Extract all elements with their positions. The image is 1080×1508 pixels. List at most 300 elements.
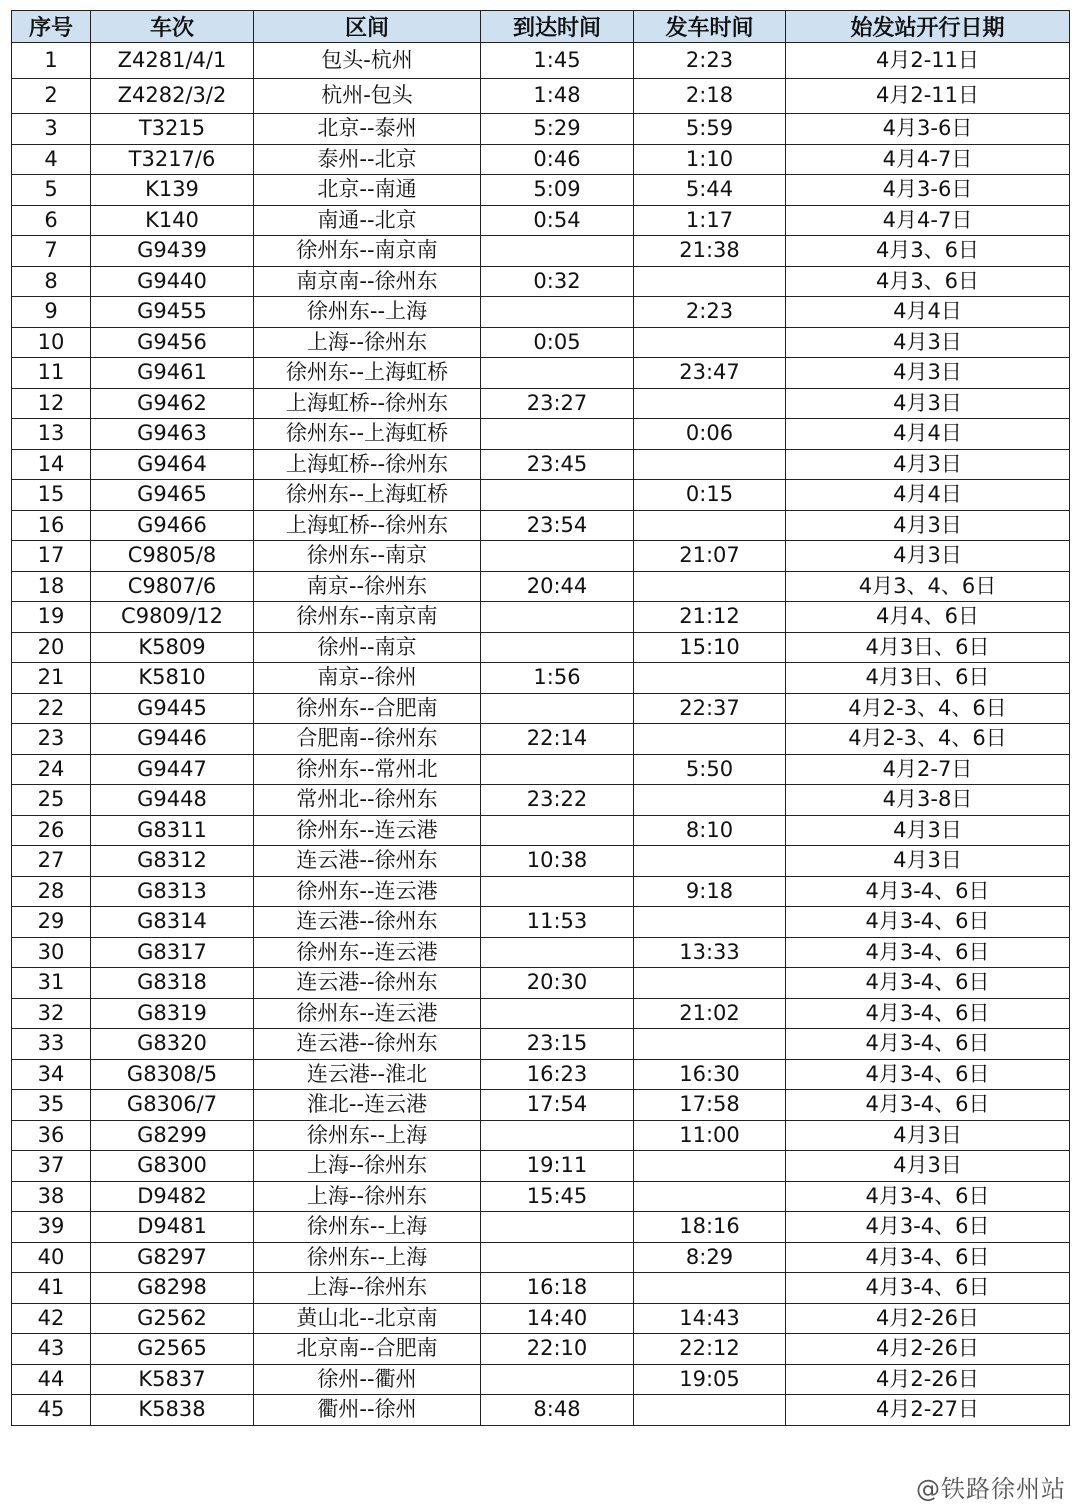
cell-train-no: G9466 [91,510,254,541]
cell-departure-time: 15:10 [634,632,786,663]
cell-train-no: D9481 [91,1212,254,1243]
table-row [12,1059,1070,1090]
cell-departure-time: 18:16 [634,1212,786,1243]
cell-route: 黄山北--北京南 [254,1303,481,1334]
cell-arrival-time: 22:10 [481,1334,634,1365]
cell-seq-no: 20 [12,632,91,663]
table-row [12,846,1070,877]
cell-start-dates: 4月3日 [786,1120,1070,1151]
table-row [12,1120,1070,1151]
cell-route: 泰州--北京 [254,144,481,175]
table-row [12,602,1070,633]
cell-departure-time: 21:12 [634,602,786,633]
cell-arrival-time: 1:56 [481,663,634,694]
cell-route: 合肥南--徐州东 [254,724,481,755]
cell-train-no: Z4281/4/1 [91,43,254,79]
cell-route: 上海--徐州东 [254,1151,481,1182]
cell-departure-time: 23:47 [634,358,786,389]
cell-arrival-time [481,1120,634,1151]
cell-departure-time: 8:29 [634,1242,786,1273]
cell-route: 杭州-包头 [254,78,481,114]
cell-arrival-time [481,1212,634,1243]
cell-arrival-time [481,876,634,907]
cell-arrival-time: 16:18 [481,1273,634,1304]
cell-train-no: G2565 [91,1334,254,1365]
cell-departure-time: 21:38 [634,236,786,267]
cell-departure-time: 14:43 [634,1303,786,1334]
table-row [12,1212,1070,1243]
cell-seq-no: 38 [12,1181,91,1212]
cell-arrival-time [481,1242,634,1273]
cell-seq-no: 42 [12,1303,91,1334]
table-row [12,78,1070,114]
cell-route: 上海--徐州东 [254,1273,481,1304]
cell-start-dates: 4月3日 [786,541,1070,572]
cell-departure-time: 1:17 [634,205,786,236]
cell-train-no: G8308/5 [91,1059,254,1090]
cell-start-dates: 4月2-3、4、6日 [786,693,1070,724]
cell-train-no: K140 [91,205,254,236]
cell-start-dates: 4月4-7日 [786,205,1070,236]
cell-arrival-time [481,541,634,572]
cell-train-no: K139 [91,175,254,206]
cell-route: 徐州东--上海 [254,1212,481,1243]
header-train-no: 车次 [91,11,254,43]
table-row [12,43,1070,79]
cell-start-dates: 4月4-7日 [786,144,1070,175]
table-row [12,388,1070,419]
cell-departure-time: 16:30 [634,1059,786,1090]
cell-departure-time: 13:33 [634,937,786,968]
cell-route: 南京南--徐州东 [254,266,481,297]
cell-train-no: G8317 [91,937,254,968]
table-row [12,419,1070,450]
cell-arrival-time [481,236,634,267]
cell-departure-time: 22:37 [634,693,786,724]
cell-seq-no: 17 [12,541,91,572]
cell-start-dates: 4月3-4、6日 [786,937,1070,968]
cell-start-dates: 4月3-4、6日 [786,1273,1070,1304]
cell-route: 徐州东--上海虹桥 [254,358,481,389]
cell-departure-time: 2:18 [634,78,786,114]
cell-departure-time [634,1395,786,1426]
cell-train-no: G8313 [91,876,254,907]
cell-departure-time [634,1181,786,1212]
cell-departure-time: 5:50 [634,754,786,785]
cell-departure-time: 5:59 [634,114,786,145]
cell-arrival-time: 14:40 [481,1303,634,1334]
cell-arrival-time [481,480,634,511]
cell-arrival-time: 0:46 [481,144,634,175]
cell-departure-time [634,1151,786,1182]
cell-start-dates: 4月3日 [786,1151,1070,1182]
cell-seq-no: 44 [12,1364,91,1395]
cell-route: 衢州--徐州 [254,1395,481,1426]
cell-arrival-time: 22:14 [481,724,634,755]
cell-train-no: G8319 [91,998,254,1029]
cell-train-no: G9445 [91,693,254,724]
cell-arrival-time [481,602,634,633]
cell-start-dates: 4月3-4、6日 [786,968,1070,999]
cell-seq-no: 40 [12,1242,91,1273]
cell-route: 上海--徐州东 [254,327,481,358]
cell-start-dates: 4月2-26日 [786,1364,1070,1395]
cell-train-no: G9464 [91,449,254,480]
cell-departure-time: 21:02 [634,998,786,1029]
cell-train-no: G9446 [91,724,254,755]
cell-arrival-time: 19:11 [481,1151,634,1182]
cell-start-dates: 4月3-4、6日 [786,1181,1070,1212]
cell-train-no: G9462 [91,388,254,419]
cell-train-no: G8299 [91,1120,254,1151]
cell-seq-no: 7 [12,236,91,267]
cell-departure-time [634,266,786,297]
cell-train-no: G9448 [91,785,254,816]
cell-seq-no: 22 [12,693,91,724]
cell-train-no: Z4282/3/2 [91,78,254,114]
table-row [12,815,1070,846]
cell-departure-time: 17:58 [634,1090,786,1121]
cell-seq-no: 25 [12,785,91,816]
cell-departure-time [634,510,786,541]
cell-departure-time: 9:18 [634,876,786,907]
table-row [12,1029,1070,1060]
cell-start-dates: 4月2-11日 [786,78,1070,114]
cell-start-dates: 4月3-4、6日 [786,1059,1070,1090]
cell-route: 徐州东--南京南 [254,602,481,633]
header-start-dates: 始发站开行日期 [786,11,1070,43]
cell-route: 徐州东--连云港 [254,937,481,968]
cell-start-dates: 4月3-6日 [786,114,1070,145]
table-row [12,968,1070,999]
cell-route: 南京--徐州东 [254,571,481,602]
cell-seq-no: 2 [12,78,91,114]
cell-start-dates: 4月4、6日 [786,602,1070,633]
cell-departure-time [634,1029,786,1060]
table-row [12,1273,1070,1304]
cell-train-no: G8318 [91,968,254,999]
cell-departure-time [634,663,786,694]
cell-departure-time: 21:07 [634,541,786,572]
cell-route: 徐州东--上海虹桥 [254,480,481,511]
cell-departure-time [634,388,786,419]
cell-seq-no: 29 [12,907,91,938]
cell-departure-time [634,1273,786,1304]
table-row [12,754,1070,785]
cell-start-dates: 4月3日、6日 [786,632,1070,663]
cell-train-no: G2562 [91,1303,254,1334]
cell-seq-no: 19 [12,602,91,633]
cell-train-no: G9456 [91,327,254,358]
table-row [12,1334,1070,1365]
cell-seq-no: 32 [12,998,91,1029]
cell-arrival-time: 5:09 [481,175,634,206]
cell-train-no: G9447 [91,754,254,785]
cell-train-no: G9465 [91,480,254,511]
cell-arrival-time: 20:30 [481,968,634,999]
cell-train-no: G8300 [91,1151,254,1182]
cell-start-dates: 4月3日 [786,510,1070,541]
cell-start-dates: 4月3、6日 [786,266,1070,297]
cell-seq-no: 33 [12,1029,91,1060]
cell-seq-no: 45 [12,1395,91,1426]
cell-train-no: K5809 [91,632,254,663]
cell-departure-time [634,449,786,480]
table-row [12,480,1070,511]
cell-train-no: T3215 [91,114,254,145]
cell-seq-no: 23 [12,724,91,755]
table-row [12,297,1070,328]
cell-start-dates: 4月3日 [786,449,1070,480]
table-row [12,998,1070,1029]
table-row [12,144,1070,175]
cell-route: 连云港--淮北 [254,1059,481,1090]
cell-seq-no: 18 [12,571,91,602]
cell-seq-no: 14 [12,449,91,480]
cell-route: 上海虹桥--徐州东 [254,449,481,480]
cell-route: 上海虹桥--徐州东 [254,510,481,541]
cell-seq-no: 37 [12,1151,91,1182]
cell-route: 徐州--衢州 [254,1364,481,1395]
cell-seq-no: 15 [12,480,91,511]
table-row [12,693,1070,724]
table-row [12,327,1070,358]
cell-train-no: G9455 [91,297,254,328]
cell-seq-no: 9 [12,297,91,328]
cell-route: 上海虹桥--徐州东 [254,388,481,419]
cell-departure-time: 1:10 [634,144,786,175]
cell-route: 南京--徐州 [254,663,481,694]
cell-start-dates: 4月3、4、6日 [786,571,1070,602]
cell-seq-no: 41 [12,1273,91,1304]
cell-departure-time [634,968,786,999]
cell-train-no: G9440 [91,266,254,297]
cell-route: 北京--泰州 [254,114,481,145]
cell-start-dates: 4月2-11日 [786,43,1070,79]
cell-arrival-time [481,815,634,846]
cell-route: 淮北--连云港 [254,1090,481,1121]
cell-train-no: G8298 [91,1273,254,1304]
table-row [12,205,1070,236]
cell-seq-no: 12 [12,388,91,419]
table-row [12,907,1070,938]
cell-arrival-time [481,419,634,450]
cell-seq-no: 11 [12,358,91,389]
cell-arrival-time: 23:45 [481,449,634,480]
header-departure-time: 发车时间 [634,11,786,43]
cell-start-dates: 4月3日 [786,388,1070,419]
cell-route: 徐州东--上海 [254,297,481,328]
cell-train-no: G9463 [91,419,254,450]
cell-seq-no: 6 [12,205,91,236]
cell-train-no: G8297 [91,1242,254,1273]
cell-route: 包头-杭州 [254,43,481,79]
table-row [12,236,1070,267]
cell-seq-no: 5 [12,175,91,206]
cell-start-dates: 4月3、6日 [786,236,1070,267]
cell-departure-time: 2:23 [634,43,786,79]
cell-seq-no: 13 [12,419,91,450]
cell-seq-no: 16 [12,510,91,541]
cell-train-no: G8320 [91,1029,254,1060]
cell-train-no: G8311 [91,815,254,846]
cell-route: 徐州东--南京南 [254,236,481,267]
cell-seq-no: 31 [12,968,91,999]
cell-arrival-time: 15:45 [481,1181,634,1212]
cell-departure-time [634,846,786,877]
table-row [12,724,1070,755]
cell-start-dates: 4月3-4、6日 [786,907,1070,938]
cell-start-dates: 4月3日、6日 [786,663,1070,694]
cell-departure-time: 19:05 [634,1364,786,1395]
cell-seq-no: 24 [12,754,91,785]
table-row [12,1364,1070,1395]
cell-seq-no: 36 [12,1120,91,1151]
cell-arrival-time: 20:44 [481,571,634,602]
cell-start-dates: 4月3-6日 [786,175,1070,206]
table-row [12,266,1070,297]
cell-departure-time: 22:12 [634,1334,786,1365]
table-row [12,114,1070,145]
cell-departure-time [634,907,786,938]
cell-route: 连云港--徐州东 [254,846,481,877]
cell-seq-no: 1 [12,43,91,79]
cell-departure-time [634,785,786,816]
cell-arrival-time [481,1364,634,1395]
cell-route: 徐州东--上海虹桥 [254,419,481,450]
cell-start-dates: 4月4日 [786,297,1070,328]
cell-start-dates: 4月2-26日 [786,1334,1070,1365]
cell-seq-no: 34 [12,1059,91,1090]
cell-train-no: K5837 [91,1364,254,1395]
cell-departure-time [634,327,786,358]
table-row [12,510,1070,541]
table-row [12,1303,1070,1334]
cell-start-dates: 4月2-26日 [786,1303,1070,1334]
cell-train-no: D9482 [91,1181,254,1212]
cell-start-dates: 4月2-27日 [786,1395,1070,1426]
cell-departure-time: 11:00 [634,1120,786,1151]
table-row [12,541,1070,572]
table-row [12,1395,1070,1426]
cell-route: 徐州东--常州北 [254,754,481,785]
cell-arrival-time [481,297,634,328]
header-arrival-time: 到达时间 [481,11,634,43]
cell-departure-time: 0:15 [634,480,786,511]
cell-start-dates: 4月4日 [786,480,1070,511]
cell-seq-no: 35 [12,1090,91,1121]
cell-train-no: C9805/8 [91,541,254,572]
cell-route: 连云港--徐州东 [254,907,481,938]
cell-arrival-time: 16:23 [481,1059,634,1090]
cell-route: 徐州--南京 [254,632,481,663]
cell-seq-no: 10 [12,327,91,358]
table-row [12,358,1070,389]
cell-seq-no: 27 [12,846,91,877]
cell-train-no: G9439 [91,236,254,267]
cell-departure-time [634,571,786,602]
cell-arrival-time: 0:32 [481,266,634,297]
cell-departure-time: 5:44 [634,175,786,206]
cell-start-dates: 4月4日 [786,419,1070,450]
table-row [12,876,1070,907]
cell-seq-no: 21 [12,663,91,694]
cell-route: 北京--南通 [254,175,481,206]
cell-route: 北京南--合肥南 [254,1334,481,1365]
cell-arrival-time: 17:54 [481,1090,634,1121]
cell-train-no: K5810 [91,663,254,694]
cell-route: 上海--徐州东 [254,1181,481,1212]
cell-arrival-time [481,358,634,389]
cell-start-dates: 4月3日 [786,358,1070,389]
cell-start-dates: 4月3-4、6日 [786,998,1070,1029]
cell-train-no: C9809/12 [91,602,254,633]
cell-arrival-time: 1:48 [481,78,634,114]
cell-start-dates: 4月3-8日 [786,785,1070,816]
cell-departure-time: 8:10 [634,815,786,846]
cell-seq-no: 30 [12,937,91,968]
cell-seq-no: 43 [12,1334,91,1365]
cell-seq-no: 39 [12,1212,91,1243]
cell-departure-time: 0:06 [634,419,786,450]
cell-seq-no: 8 [12,266,91,297]
cell-start-dates: 4月3日 [786,846,1070,877]
cell-route: 徐州东--连云港 [254,815,481,846]
cell-route: 徐州东--连云港 [254,998,481,1029]
cell-train-no: G8312 [91,846,254,877]
table-row [12,937,1070,968]
table-row [12,1181,1070,1212]
cell-train-no: G8314 [91,907,254,938]
cell-arrival-time: 0:54 [481,205,634,236]
cell-train-no: T3217/6 [91,144,254,175]
table-row [12,1151,1070,1182]
table-row [12,663,1070,694]
cell-arrival-time: 8:48 [481,1395,634,1426]
table-row [12,449,1070,480]
cell-arrival-time: 0:05 [481,327,634,358]
header-seq-no: 序号 [12,11,91,43]
cell-start-dates: 4月3-4、6日 [786,1029,1070,1060]
cell-start-dates: 4月3-4、6日 [786,1212,1070,1243]
cell-route: 连云港--徐州东 [254,968,481,999]
train-schedule-table [11,10,1070,1426]
cell-arrival-time: 23:54 [481,510,634,541]
cell-arrival-time [481,754,634,785]
cell-seq-no: 4 [12,144,91,175]
cell-start-dates: 4月3-4、6日 [786,876,1070,907]
cell-train-no: G8306/7 [91,1090,254,1121]
cell-seq-no: 3 [12,114,91,145]
table-row [12,632,1070,663]
table-row [12,175,1070,206]
cell-start-dates: 4月3日 [786,327,1070,358]
cell-train-no: G9461 [91,358,254,389]
cell-arrival-time [481,693,634,724]
cell-departure-time [634,724,786,755]
cell-route: 徐州东--上海 [254,1242,481,1273]
cell-departure-time: 2:23 [634,297,786,328]
cell-arrival-time [481,998,634,1029]
cell-arrival-time: 5:29 [481,114,634,145]
cell-seq-no: 26 [12,815,91,846]
table-row [12,785,1070,816]
cell-seq-no: 28 [12,876,91,907]
cell-arrival-time [481,937,634,968]
cell-route: 连云港--徐州东 [254,1029,481,1060]
cell-route: 徐州东--合肥南 [254,693,481,724]
watermark: @铁路徐州站 [916,1475,1066,1503]
